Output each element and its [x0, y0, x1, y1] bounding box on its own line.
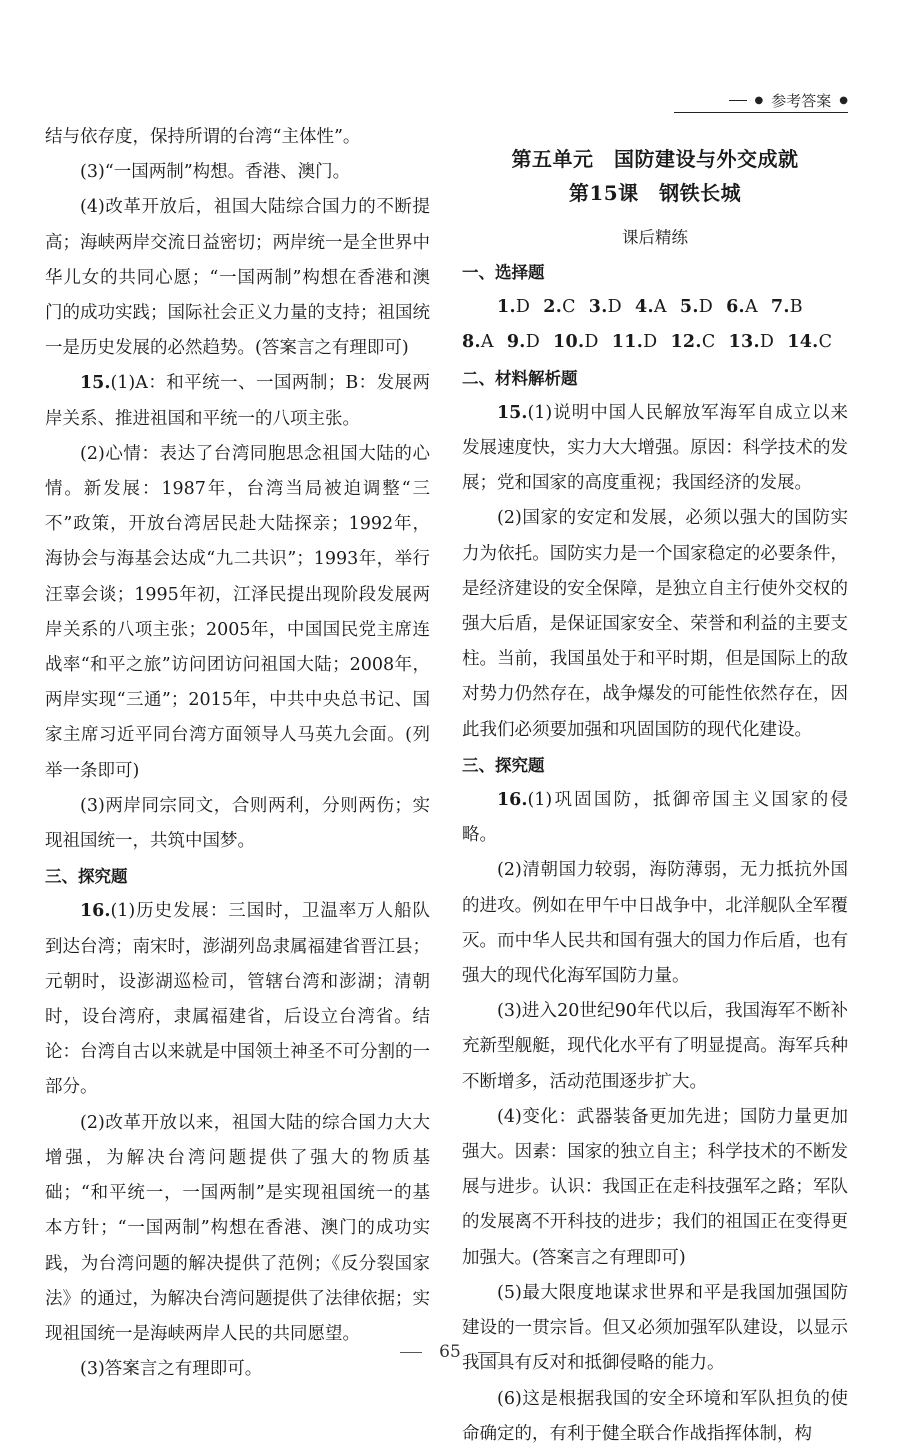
page-number: 65: [439, 1342, 461, 1362]
footer-dash-right: [478, 1352, 500, 1353]
answer-paragraph: [462, 783, 848, 853]
header-underline: [674, 112, 848, 113]
choice-answer: [787, 332, 832, 352]
choice-number: 4.: [635, 297, 654, 318]
paragraph-text: (3)答案言之有理即可。: [80, 1359, 263, 1380]
choice-answer: [589, 297, 622, 317]
header-rule-left: [729, 100, 747, 101]
answer-paragraph: [462, 396, 848, 502]
choice-answer: [507, 332, 540, 352]
choice-letter: D: [759, 332, 775, 353]
choice-answer: [543, 297, 576, 317]
header-tag-text: 参考答案: [771, 92, 832, 110]
choice-number: 2.: [543, 297, 563, 318]
answer-paragraph: [462, 1382, 848, 1452]
paragraph-text: (2)心情：表达了台湾同胞思念祖国大陆的心情。新发展：1987年，台湾当局被迫调整“三不”政策，开放台湾居民赴大陆探亲；1992年，海协会与海基会达成“九二共识”；1993年，举行汪辜会谈；1995年初，江泽民提出现阶段发展两岸关系的八项主张；2005年，中国国民党主席连战率“和平之旅”访问团访问祖国大陆；2008年，两岸实现“三通”；2015年，中共中央总书记、国家主席习近平同台湾方面领导人马英九会面。(列举一条即可): [45, 443, 430, 781]
question-number: 16.: [80, 901, 111, 922]
choice-letter: C: [701, 332, 716, 353]
question-number: 15.: [80, 373, 111, 394]
choice-number: 9.: [506, 332, 526, 353]
choice-answer: [771, 297, 803, 317]
answer-paragraph: [45, 155, 430, 190]
answer-paragraph: [462, 994, 848, 1100]
paragraph-text: (4)变化：武器装备更加先进；国防力量更加强大。因素：国家的独立自主；科学技术的不断发展与进步。认识：我国正在走科技强军之路；军队的发展离不开科技的进步；我们的祖国正在变得更加强大。(答案言之有理即可): [462, 1106, 848, 1268]
choice-letter: D: [584, 332, 599, 353]
answer-row-2: [462, 325, 848, 360]
answer-paragraph: [45, 789, 430, 859]
exercise-subhead: 课后精练: [622, 228, 688, 247]
choice-number: 6.: [726, 297, 745, 318]
choice-answer: [726, 297, 758, 317]
answer-paragraph: [45, 366, 430, 436]
paragraph-text: (3)两岸同宗同文，合则两利，分则两伤；实现祖国统一，共筑中国梦。: [45, 795, 430, 852]
choice-letter: A: [480, 332, 494, 353]
paragraph-text: (1)A：和平统一、一国两制；B：发展两岸关系、推进祖国和平统一的八项主张。: [45, 373, 430, 429]
choice-number: 10.: [553, 332, 585, 353]
paragraph-text: (3)进入20世纪90年代以后，我国海军不断补充新型舰艇，现代化水平有了明显提高。海军兵种不断增多，活动范围逐步扩大。: [462, 1001, 848, 1092]
choice-number: 13.: [728, 332, 760, 353]
answer-paragraph: [462, 853, 848, 994]
section-heading: 二、材料解析题: [462, 368, 578, 388]
section-heading: 三、探究题: [462, 755, 545, 775]
unit-title: 第五单元 国防建设与外交成就: [511, 147, 799, 171]
choice-number: 8.: [462, 332, 481, 353]
header-dot-left-icon: ●: [754, 95, 764, 106]
footer-dash-left: [400, 1352, 422, 1353]
left-column: [45, 120, 430, 1387]
paragraph-text: (6)这是根据我国的安全环境和军队担负的使命确定的，有利于健全联合作战指挥体制，构: [462, 1388, 848, 1444]
answer-paragraph: [462, 1100, 848, 1276]
choice-answer: [612, 332, 658, 352]
paragraph-text: (1)历史发展：三国时，卫温率万人船队到达台湾；南宋时，澎湖列岛隶属福建省晋江县；元朝时，设澎湖巡检司，管辖台湾和澎湖；清朝时，设台湾府，隶属福建省，后设立台湾省。结论：台湾自古以来就是中国领土神圣不可分割的一部分。: [45, 901, 430, 1098]
answer-paragraph: [45, 894, 430, 1105]
paragraph-text: (1)说明中国人民解放军海军自成立以来发展速度快，实力大大增强。原因：科学技术的发展；党和国家的高度重视；我国经济的发展。: [462, 402, 848, 494]
choice-answer: [680, 297, 713, 317]
choice-number: 12.: [670, 332, 702, 353]
choice-answer: [670, 332, 715, 352]
choice-letter: D: [607, 297, 623, 318]
choice-letter: C: [562, 297, 576, 318]
choice-letter: A: [744, 297, 758, 318]
choice-number: 11.: [611, 332, 644, 353]
paragraph-text: (4)改革开放后，祖国大陆综合国力的不断提高；海峡两岸交流日益密切；两岸统一是全世界中华儿女的共同心愿；“一国两制”构想在香港和澳门的成功实践；国际社会正义力量的支持；祖国统一是历史发展的必然趋势。(答案言之有理即可): [45, 197, 430, 359]
choice-letter: A: [653, 297, 667, 318]
right-column: [462, 120, 848, 1452]
answer-paragraph: [462, 501, 848, 747]
paragraph-text: (3)“一国两制”构想。香港、澳门。: [80, 162, 351, 183]
question-number: 15.: [497, 402, 528, 423]
choice-answer: [729, 332, 775, 352]
running-header: [729, 90, 848, 111]
section-heading: 三、探究题: [45, 867, 128, 887]
section-heading-choice: 一、选择题: [462, 263, 545, 282]
answer-paragraph: [45, 120, 430, 155]
lesson-title: 第15课 钢铁长城: [568, 181, 742, 205]
answer-paragraph: [462, 1276, 848, 1382]
paragraph-text: 结与依存度，保持所谓的台湾“主体性”。: [45, 127, 361, 147]
choice-number: 14.: [787, 332, 819, 353]
paragraph-text: (2)改革开放以来，祖国大陆的综合国力大大增强，为解决台湾问题提供了强大的物质基础；“和平统一，一国两制”是实现祖国统一的基本方针；“一国两制”构想在香港、澳门的成功实践，为台湾问题的解决提供了范例；《反分裂国家法》的通过，为解决台湾问题提供了法律依据；实现祖国统一是海峡两岸人民的共同愿望。: [45, 1112, 430, 1344]
choice-number: 3.: [588, 297, 608, 318]
right-blocks: [462, 361, 848, 1452]
answer-paragraph: [45, 190, 430, 366]
answer-paragraph: [45, 437, 430, 789]
choice-number: 5.: [679, 297, 699, 318]
question-number: 16.: [497, 790, 528, 811]
choice-answer: [553, 332, 599, 352]
choice-answer: [497, 297, 530, 317]
choice-letter: D: [525, 332, 541, 353]
answer-paragraph: [45, 1106, 430, 1352]
choice-letter: D: [643, 332, 658, 353]
choice-number: 1.: [497, 297, 516, 318]
paragraph-text: (1)巩固国防，抵御帝国主义国家的侵略。: [462, 790, 848, 846]
choice-answer: [462, 332, 494, 352]
header-dot-right-icon: ●: [839, 95, 848, 106]
paragraph-text: (2)清朝国力较弱，海防薄弱，无力抵抗外国的进攻。例如在甲午中日战争中，北洋舰队全军覆灭。而中华人民共和国有强大的国力作后盾，也有强大的现代化海军国防力量。: [462, 860, 848, 987]
choice-letter: B: [789, 297, 803, 318]
choice-letter: C: [818, 332, 833, 353]
choice-letter: D: [698, 297, 714, 318]
choice-answer: [635, 297, 667, 317]
choice-number: 7.: [770, 297, 790, 318]
paragraph-text: (5)最大限度地谋求世界和平是我国加强国防建设的一贯宗旨。但又必须加强军队建设，以显示我国具有反对和抵御侵略的能力。: [462, 1282, 848, 1374]
page-footer: [0, 1342, 900, 1362]
answer-row-1: [462, 290, 848, 325]
paragraph-text: (2)国家的安定和发展，必须以强大的国防实力为依托。国防实力是一个国家稳定的必要条件，是经济建设的安全保障，是独立自主行使外交权的强大后盾，是保证国家安全、荣誉和利益的主要支柱。当前，我国虽处于和平时期，但是国际上的敌对势力仍然存在，战争爆发的可能性依然存在，因此我们必须要加强和巩固国防的现代化建设。: [462, 508, 848, 740]
choice-letter: D: [515, 297, 531, 318]
